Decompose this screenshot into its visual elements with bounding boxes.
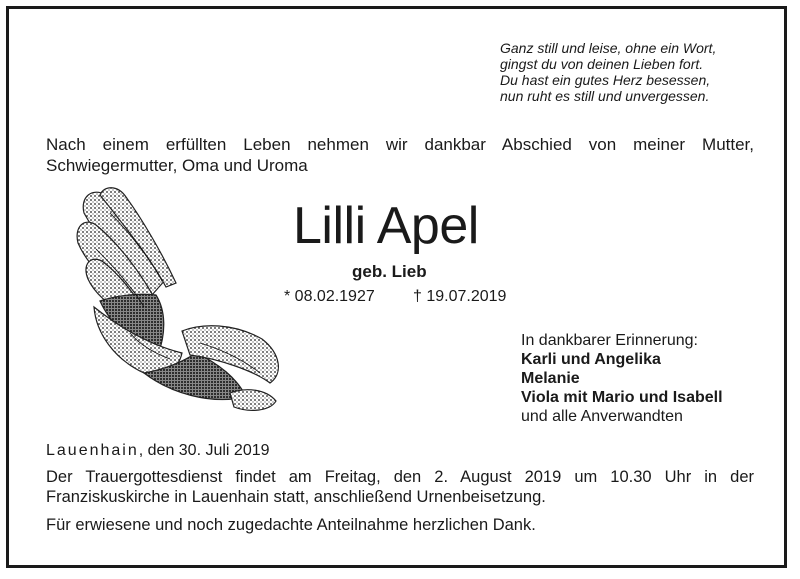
service-text: Der Trauergottesdienst findet am Freitag, den 2. August 2019 um 10.30 Uhr in der Franziskuskirche in Lauenhain statt, anschließend Urnenbeisetzung. xyxy=(46,468,754,506)
dateline xyxy=(46,442,270,460)
mourner-name: Viola mit Mario und Isabell xyxy=(521,389,723,406)
mourners-closing: und alle Anverwandten xyxy=(521,408,683,425)
maiden-name: geb. Lieb xyxy=(352,262,427,281)
praying-hands-icon xyxy=(70,183,290,415)
poem xyxy=(500,40,770,104)
mourners-heading: In dankbarer Erinnerung: xyxy=(521,332,698,349)
birth-date: * 08.02.1927 xyxy=(284,288,375,305)
poem-line: nun ruht es still und unvergessen. xyxy=(500,88,710,104)
deceased-name: Lilli Apel xyxy=(293,197,479,255)
poem-line: Du hast ein gutes Herz besessen, xyxy=(500,72,711,88)
dateline-date: , den 30. Juli 2019 xyxy=(138,442,270,459)
intro-text: Nach einem erfüllten Leben nehmen wir dankbar Abschied von meiner Mutter, Schwiegermutter, Oma und Uroma xyxy=(46,135,754,175)
mourner-name: Melanie xyxy=(521,370,580,387)
thanks-text: Für erwiesene und noch zugedachte Anteilnahme herzlichen Dank. xyxy=(46,516,536,534)
death-date: † 19.07.2019 xyxy=(413,288,507,305)
mourner-name: Karli und Angelika xyxy=(521,351,661,368)
poem-line: gingst du von deinen Lieben fort. xyxy=(500,56,704,72)
mourners-block xyxy=(521,331,723,426)
dateline-place: Lauenhain xyxy=(46,442,139,459)
poem-line: Ganz still und leise, ohne ein Wort, xyxy=(500,40,717,56)
